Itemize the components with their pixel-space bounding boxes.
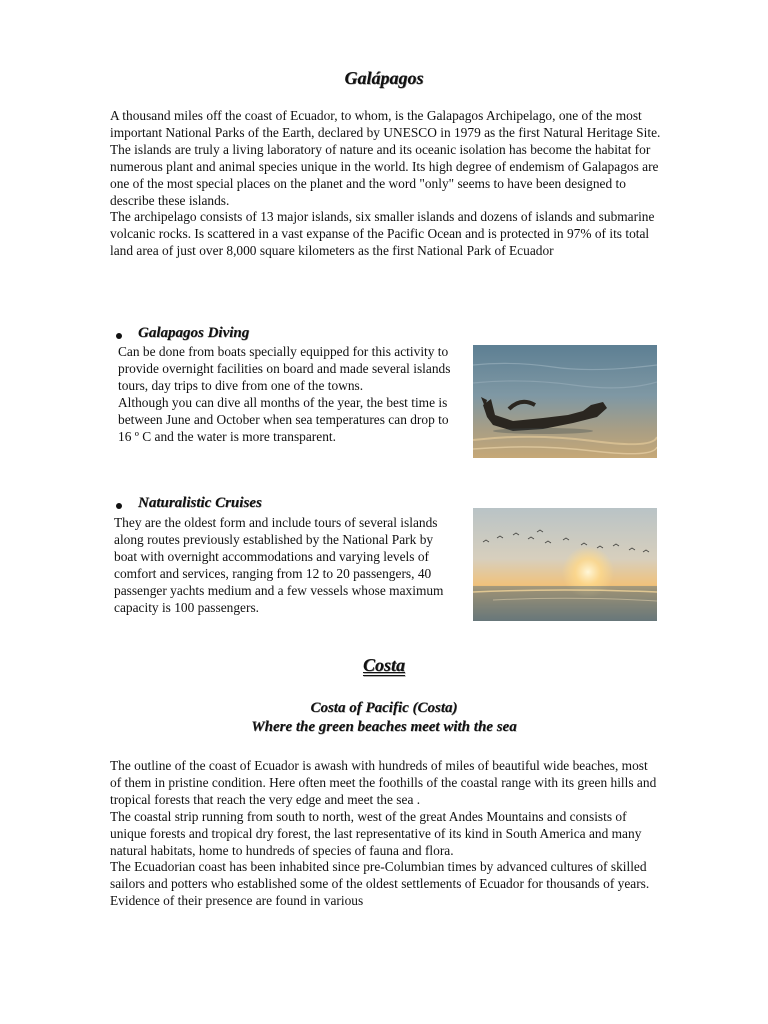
intro-paragraph: The islands are truly a living laboratory of nature and its oceanic isolation has become the habitat for numerous plant and animal species unique in the world. Its high degree of endemism of Galapagos are one of the most special places on the planet and the word "only" seems to have been designed to describe these islands. [110, 141, 659, 208]
cruises-text [114, 515, 459, 616]
costa-paragraph: The coastal strip running from south to north, west of the great Andes Mountains and consists of unique forests and tropical dry forest, the last representative of its kind in South America and many natural habitats, home to hundreds of species of fauna and flora. [110, 808, 642, 858]
cruises-heading: Naturalistic Cruises [138, 495, 262, 511]
costa-text [110, 758, 662, 910]
intro-paragraph: The archipelago consists of 13 major islands, six smaller islands and dozens of islands and submarine volcanic rocks. Is scattered in a vast expanse of the Pacific Ocean and is protected in 97% of its total land area of just over 8,000 square kilometers as the first National Park of Ecuador [110, 209, 655, 259]
cruises-paragraph: They are the oldest form and include tours of several islands along routes previously established by the National Park by boat with overnight accommodations and varying levels of comfort and services, ranging from 12 to 20 passengers, 40 passenger yachts medium and a few vessels whose maximum capacity is 100 passengers. [114, 515, 444, 615]
diving-paragraph: Can be done from boats specially equipped for this activity to provide overnight facilities on board and made several islands tours, day trips to dive from one of the towns. [118, 344, 451, 393]
sea-lion-photo [473, 345, 657, 458]
costa-title: Costa [362, 655, 405, 675]
costa-subtitle: Costa of Pacific (Costa) [310, 700, 458, 716]
costa-tagline: Where the green beaches meet with the sea [251, 719, 517, 735]
bullet-icon [116, 503, 122, 509]
page-title: Galápagos [344, 68, 424, 88]
costa-paragraph: The outline of the coast of Ecuador is awash with hundreds of miles of beautiful wide beaches, most of them in pristine condition. Here often meet the foothills of the coastal range with its green hills and tropical forests that reach the very edge and meet the sea . [110, 758, 657, 807]
diving-text [118, 344, 458, 445]
diving-paragraph: Although you can dive all months of the year, the best time is between June and October when sea temperatures can drop to 16 º C and the water is more transparent. [118, 394, 449, 444]
costa-paragraph: The Ecuadorian coast has been inhabited since pre-Columbian times by advanced cultures of skilled sailors and potters who established some of the oldest settlements of Ecuador for thousands of years. Evidence of their presence are found in various [110, 859, 650, 909]
sunset-birds-photo [473, 508, 657, 621]
bullet-icon [116, 333, 122, 339]
diving-heading: Galapagos Diving [138, 325, 250, 341]
intro-text [110, 108, 662, 260]
intro-paragraph: A thousand miles off the coast of Ecuador, to whom, is the Galapagos Archipelago, one of the most important National Parks of the Earth, declared by UNESCO in 1979 as the first Natural Heritage Site. [110, 108, 661, 140]
